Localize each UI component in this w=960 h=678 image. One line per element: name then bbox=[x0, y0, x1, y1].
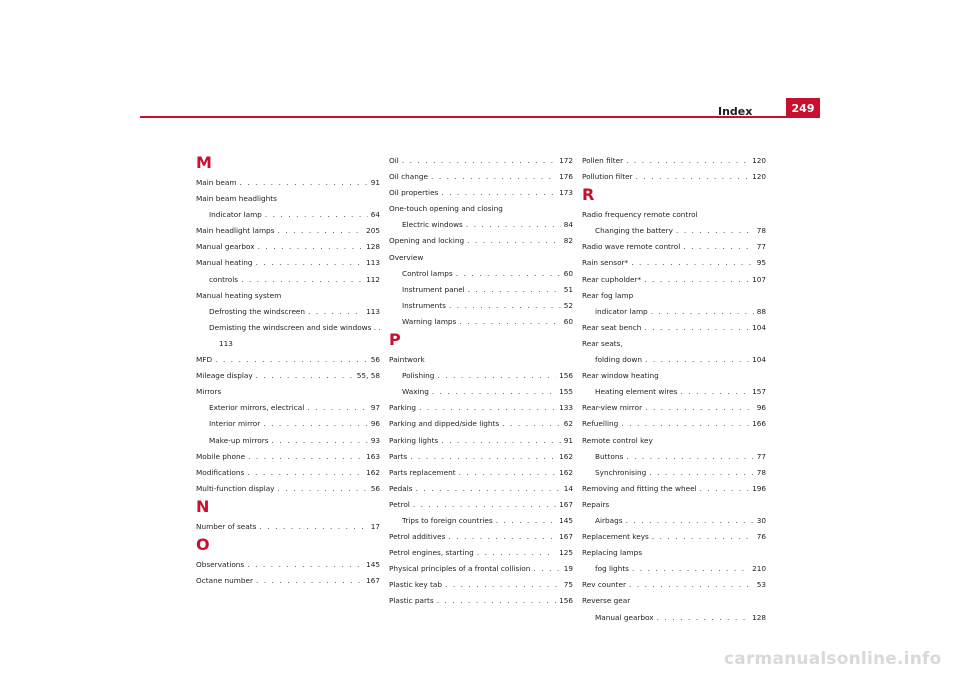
dot-leader bbox=[247, 465, 363, 481]
index-entry-text: Modifications bbox=[196, 467, 245, 477]
index-entry-text: Make-up mirrors bbox=[209, 435, 269, 445]
index-entry[interactable] bbox=[389, 400, 573, 416]
index-entry[interactable] bbox=[389, 153, 573, 169]
dot-leader bbox=[467, 233, 561, 249]
dot-leader bbox=[410, 449, 556, 465]
index-page-ref: 75 bbox=[563, 580, 573, 590]
index-entry-text: Airbags bbox=[595, 515, 623, 525]
index-letter-heading: O bbox=[196, 534, 210, 554]
index-entry-text: Radio wave remote control bbox=[582, 242, 681, 252]
index-subentry[interactable] bbox=[582, 304, 766, 320]
index-subentry[interactable] bbox=[582, 561, 766, 577]
index-subentry[interactable] bbox=[389, 298, 573, 314]
dot-leader bbox=[419, 400, 556, 416]
dot-leader bbox=[636, 169, 750, 185]
index-entry-text: Indicator lamp bbox=[209, 210, 262, 220]
index-subentry[interactable] bbox=[582, 223, 766, 239]
index-entry-text: Oil bbox=[389, 156, 399, 165]
dot-leader bbox=[441, 185, 556, 201]
index-page-ref: 78 bbox=[756, 226, 766, 236]
dot-leader bbox=[248, 449, 363, 465]
index-page-ref: 14 bbox=[563, 483, 573, 493]
index-entry[interactable] bbox=[582, 320, 766, 336]
index-entry-heading: Replacing lamps bbox=[582, 548, 643, 558]
dot-leader bbox=[239, 175, 367, 191]
index-subentry[interactable] bbox=[582, 449, 766, 465]
index-subentry[interactable] bbox=[582, 610, 766, 626]
dot-leader bbox=[644, 272, 749, 288]
index-entry-text: Pedals bbox=[389, 483, 413, 493]
index-entry-text: Instruments bbox=[402, 300, 446, 310]
index-page-ref: 176 bbox=[559, 172, 573, 182]
index-entry[interactable] bbox=[196, 255, 380, 271]
index-page-ref: 120 bbox=[752, 156, 766, 165]
index-subentry[interactable] bbox=[389, 282, 573, 298]
index-page-ref: 60 bbox=[563, 268, 573, 278]
index-entry[interactable] bbox=[389, 593, 573, 609]
index-page-ref: 60 bbox=[563, 316, 573, 326]
index-column-3 bbox=[582, 153, 766, 626]
index-letter-heading: P bbox=[389, 330, 401, 350]
index-page-ref: 128 bbox=[366, 242, 380, 252]
dot-leader bbox=[413, 497, 556, 513]
index-entry-heading: Repairs bbox=[582, 499, 610, 509]
index-entry-text: Rear-view mirror bbox=[582, 403, 643, 413]
dot-leader bbox=[258, 239, 363, 255]
index-subentry[interactable] bbox=[582, 384, 766, 400]
index-entry-text: Mileage display bbox=[196, 371, 253, 381]
index-page-ref: 96 bbox=[370, 419, 380, 429]
index-page-ref: 166 bbox=[752, 419, 766, 429]
index-entry-heading: Main beam headlights bbox=[196, 194, 277, 204]
dot-leader bbox=[441, 433, 560, 449]
index-column-1 bbox=[196, 153, 380, 589]
index-entry-text: Manual gearbox bbox=[595, 612, 654, 622]
index-entry-text: Warning lamps bbox=[402, 316, 457, 326]
index-entry-text: Petrol additives bbox=[389, 532, 446, 542]
index-entry-text: Exterior mirrors, electrical bbox=[209, 403, 305, 413]
index-subentry[interactable] bbox=[196, 320, 380, 352]
index-page-ref: 95 bbox=[756, 258, 766, 268]
dot-leader bbox=[437, 593, 556, 609]
index-entry-text: Synchronising bbox=[595, 467, 647, 477]
index-letter-heading: M bbox=[196, 153, 212, 172]
index-entry-text: Replacement keys bbox=[582, 532, 649, 542]
index-subentry[interactable] bbox=[196, 304, 380, 320]
index-page-ref: 112 bbox=[366, 274, 380, 284]
index-entry[interactable] bbox=[389, 449, 573, 465]
dot-leader bbox=[626, 153, 749, 169]
dot-leader bbox=[215, 352, 368, 368]
index-entry-text: Manual heating bbox=[196, 258, 253, 268]
index-page-ref: 113 bbox=[366, 258, 380, 268]
dot-leader bbox=[241, 272, 363, 288]
index-subentry[interactable] bbox=[582, 465, 766, 481]
index-entry-heading: Remote control key bbox=[582, 435, 653, 445]
dot-leader bbox=[449, 298, 561, 314]
dot-leader bbox=[626, 449, 753, 465]
index-subentry[interactable] bbox=[196, 272, 380, 288]
index-entry-text: Polishing bbox=[402, 371, 435, 381]
index-subentry[interactable] bbox=[389, 217, 573, 233]
dot-leader bbox=[278, 223, 364, 239]
index-subentry[interactable] bbox=[582, 352, 766, 368]
index-page-ref: 84 bbox=[563, 220, 573, 230]
index-entry-text: Number of seats bbox=[196, 521, 257, 531]
index-page-ref: 125 bbox=[559, 548, 573, 558]
index-entry-text: Pollution filter bbox=[582, 172, 633, 182]
index-entry-heading: Paintwork bbox=[389, 355, 425, 365]
index-entry[interactable] bbox=[196, 368, 380, 384]
index-entry[interactable] bbox=[389, 481, 573, 497]
index-page-ref: 133 bbox=[559, 403, 573, 413]
index-subentry[interactable] bbox=[196, 433, 380, 449]
index-entry-text: Parking bbox=[389, 403, 417, 413]
index-page-ref: 77 bbox=[756, 242, 766, 252]
index-letter-heading: N bbox=[196, 496, 210, 516]
dot-leader bbox=[644, 320, 749, 336]
dot-leader bbox=[256, 255, 363, 271]
index-entry-text: Plastic key tab bbox=[389, 580, 442, 590]
index-entry-text: Refuelling bbox=[582, 419, 619, 429]
index-entry-text: Petrol engines, starting bbox=[389, 548, 474, 558]
dot-leader bbox=[533, 561, 560, 577]
index-page-ref: 156 bbox=[559, 371, 573, 381]
index-entry[interactable] bbox=[582, 255, 766, 271]
index-entry[interactable] bbox=[389, 577, 573, 593]
index-page-ref: 53 bbox=[756, 580, 766, 590]
index-entry[interactable] bbox=[389, 561, 573, 577]
dot-leader bbox=[621, 416, 749, 432]
index-entry-heading: Overview bbox=[389, 252, 424, 262]
index-page-ref: 113 bbox=[219, 338, 233, 348]
index-entry-heading: One-touch opening and closing bbox=[389, 204, 503, 214]
index-page-ref: 167 bbox=[559, 532, 573, 542]
dot-leader bbox=[459, 465, 556, 481]
index-entry-text: Removing and fitting the wheel bbox=[582, 483, 697, 493]
dot-leader bbox=[502, 416, 561, 432]
index-page-ref: 162 bbox=[559, 467, 573, 477]
index-entry-text: Rain sensor* bbox=[582, 258, 629, 268]
index-entry-text: Waxing bbox=[402, 387, 429, 397]
index-entry-heading: Mirrors bbox=[196, 387, 222, 397]
index-entry[interactable] bbox=[196, 465, 380, 481]
index-subentry[interactable] bbox=[582, 513, 766, 529]
index-subentry[interactable] bbox=[196, 416, 380, 432]
index-subentry[interactable] bbox=[389, 513, 573, 529]
index-entry[interactable] bbox=[196, 239, 380, 255]
index-entry-text: Parts bbox=[389, 451, 408, 461]
index-entry[interactable] bbox=[389, 169, 573, 185]
index-entry[interactable] bbox=[196, 573, 380, 589]
index-entry-text: indicator lamp bbox=[595, 306, 648, 316]
index-entry-text: Main beam bbox=[196, 178, 237, 187]
index-entry[interactable] bbox=[196, 175, 380, 191]
index-entry[interactable] bbox=[582, 169, 766, 185]
index-entry[interactable] bbox=[196, 481, 380, 497]
index-page-ref: 64 bbox=[370, 210, 380, 220]
index-page-ref: 62 bbox=[563, 419, 573, 429]
index-entry-text: folding down bbox=[595, 355, 642, 365]
index-page-ref: 156 bbox=[559, 596, 573, 606]
page-number-badge: 249 bbox=[786, 98, 820, 118]
index-entry-text: fog lights bbox=[595, 564, 629, 574]
index-page-ref: 157 bbox=[752, 387, 766, 397]
index-entry-text: Trips to foreign countries bbox=[402, 515, 493, 525]
dot-leader bbox=[416, 481, 561, 497]
dot-leader bbox=[680, 384, 749, 400]
dot-leader bbox=[263, 416, 367, 432]
index-page-ref: 128 bbox=[752, 612, 766, 622]
index-entry-heading: Rear fog lamp bbox=[582, 290, 634, 300]
index-entry-text: Parking lights bbox=[389, 435, 439, 445]
watermark: carmanualsonline.info bbox=[724, 649, 942, 669]
dot-leader bbox=[448, 529, 556, 545]
index-page-ref: 173 bbox=[559, 188, 573, 198]
index-entry-text: Observations bbox=[196, 559, 245, 569]
dot-leader bbox=[256, 573, 363, 589]
index-page-ref: 113 bbox=[366, 306, 380, 316]
index-entry[interactable] bbox=[582, 481, 766, 497]
index-entry-text: Electric windows bbox=[402, 220, 463, 230]
dot-leader bbox=[632, 561, 749, 577]
index-entry-heading: Manual heating system bbox=[196, 290, 282, 300]
index-entry-heading: Rear window heating bbox=[582, 371, 659, 381]
index-entry[interactable] bbox=[389, 185, 573, 201]
index-entry-text: Parts replacement bbox=[389, 467, 456, 477]
index-subentry[interactable] bbox=[389, 314, 573, 330]
dot-leader bbox=[645, 400, 754, 416]
index-entry-text: Pollen filter bbox=[582, 156, 624, 165]
index-page-ref: 167 bbox=[366, 576, 380, 586]
index-page-ref: 196 bbox=[752, 483, 766, 493]
index-entry-text: Rear cupholder* bbox=[582, 274, 642, 284]
index-entry-text: MFD bbox=[196, 355, 213, 365]
index-entry[interactable] bbox=[196, 352, 380, 368]
index-entry-text: Demisting the windscreen and side windows . . bbox=[209, 322, 381, 332]
dot-leader bbox=[272, 433, 368, 449]
index-entry-text: Mobile phone bbox=[196, 451, 246, 461]
index-entry-text: Manual gearbox bbox=[196, 242, 255, 252]
index-page-ref: 55, 58 bbox=[356, 371, 380, 381]
dot-leader bbox=[308, 304, 363, 320]
dot-leader bbox=[402, 153, 556, 169]
index-entry-text: Petrol bbox=[389, 499, 410, 509]
index-entry[interactable] bbox=[582, 272, 766, 288]
index-page-ref: 52 bbox=[563, 300, 573, 310]
dot-leader bbox=[468, 282, 561, 298]
index-entry[interactable] bbox=[389, 465, 573, 481]
index-page-ref: 104 bbox=[752, 322, 766, 332]
dot-leader bbox=[307, 400, 367, 416]
index-entry-text: Rear seat bench bbox=[582, 322, 642, 332]
index-subentry[interactable] bbox=[389, 368, 573, 384]
dot-leader bbox=[652, 529, 754, 545]
index-page-ref: 51 bbox=[563, 284, 573, 294]
index-entry-text: Defrosting the windscreen bbox=[209, 306, 306, 316]
dot-leader bbox=[259, 519, 367, 535]
dot-leader bbox=[631, 255, 754, 271]
index-page-ref: 104 bbox=[752, 355, 766, 365]
index-entry-text: Main headlight lamps bbox=[196, 226, 275, 236]
index-page-ref: 145 bbox=[559, 515, 573, 525]
dot-leader bbox=[437, 368, 556, 384]
index-entry[interactable] bbox=[389, 529, 573, 545]
index-page-ref: 145 bbox=[366, 559, 380, 569]
index-entry[interactable] bbox=[389, 416, 573, 432]
index-entry-text: Rev counter bbox=[582, 580, 626, 590]
index-entry-text: Changing the battery bbox=[595, 226, 673, 236]
index-entry-text: Opening and locking bbox=[389, 236, 465, 246]
dot-leader bbox=[700, 481, 749, 497]
index-entry-heading: Reverse gear bbox=[582, 596, 631, 606]
index-page-ref: 210 bbox=[752, 564, 766, 574]
index-entry-text: Instrument panel bbox=[402, 284, 465, 294]
index-page-ref: 77 bbox=[756, 451, 766, 461]
index-page-ref: 163 bbox=[366, 451, 380, 461]
index-page-ref: 19 bbox=[563, 564, 573, 574]
index-page-ref: 17 bbox=[370, 521, 380, 531]
index-page-ref: 162 bbox=[559, 451, 573, 461]
index-entry-text: Control lamps bbox=[402, 268, 453, 278]
index-page-ref: 97 bbox=[370, 403, 380, 413]
index-entry-heading: Radio frequency remote control bbox=[582, 210, 698, 220]
dot-leader bbox=[431, 169, 556, 185]
index-page-ref: 76 bbox=[756, 532, 766, 542]
index-entry[interactable] bbox=[196, 519, 380, 535]
index-subentry[interactable] bbox=[389, 384, 573, 400]
index-entry-text: Buttons bbox=[595, 451, 624, 461]
index-entry[interactable] bbox=[582, 400, 766, 416]
index-page-ref: 78 bbox=[756, 467, 766, 477]
dot-leader bbox=[683, 239, 753, 255]
index-entry-text: controls bbox=[209, 274, 239, 284]
index-entry-text: Physical principles of a frontal collision bbox=[389, 564, 531, 574]
dot-leader bbox=[247, 557, 363, 573]
dot-leader bbox=[657, 610, 749, 626]
index-entry[interactable] bbox=[196, 557, 380, 573]
index-subentry[interactable] bbox=[196, 400, 380, 416]
dot-leader bbox=[445, 577, 561, 593]
index-subentry[interactable] bbox=[196, 207, 380, 223]
index-page-ref: 56 bbox=[370, 483, 380, 493]
dot-leader bbox=[651, 304, 754, 320]
index-entry[interactable] bbox=[582, 577, 766, 593]
index-page-ref: 107 bbox=[752, 274, 766, 284]
index-page-ref: 82 bbox=[563, 236, 573, 246]
dot-leader bbox=[459, 314, 560, 330]
index-entry[interactable] bbox=[389, 545, 573, 561]
index-entry-text: Octane number bbox=[196, 576, 253, 586]
index-page-ref: 93 bbox=[370, 435, 380, 445]
index-entry-text: Oil change bbox=[389, 172, 428, 182]
index-entry[interactable] bbox=[389, 433, 573, 449]
dot-leader bbox=[676, 223, 754, 239]
index-page-ref: 91 bbox=[370, 178, 380, 187]
dot-leader bbox=[278, 481, 368, 497]
index-entry-text: Heating element wires bbox=[595, 387, 678, 397]
page-title: Index bbox=[718, 105, 753, 118]
index-entry[interactable] bbox=[582, 416, 766, 432]
index-page-ref: 205 bbox=[366, 226, 380, 236]
index-entry-text: Interior mirror bbox=[209, 419, 261, 429]
index-letter-heading: R bbox=[582, 185, 595, 205]
index-page-ref: 88 bbox=[756, 306, 766, 316]
dot-leader bbox=[256, 368, 354, 384]
index-entry[interactable] bbox=[196, 449, 380, 465]
index-entry-heading: Rear seats, bbox=[582, 338, 623, 348]
index-entry[interactable] bbox=[582, 239, 766, 255]
index-page-ref: 30 bbox=[756, 515, 766, 525]
dot-leader bbox=[629, 577, 754, 593]
index-entry[interactable] bbox=[582, 153, 766, 169]
dot-leader bbox=[626, 513, 754, 529]
index-page-ref: 167 bbox=[559, 499, 573, 509]
dot-leader bbox=[645, 352, 749, 368]
dot-leader bbox=[456, 266, 561, 282]
index-page-ref: 56 bbox=[370, 355, 380, 365]
dot-leader bbox=[466, 217, 561, 233]
index-entry-text: Plastic parts bbox=[389, 596, 434, 606]
index-entry[interactable] bbox=[389, 497, 573, 513]
index-page-ref: 91 bbox=[563, 435, 573, 445]
index-entry[interactable] bbox=[196, 223, 380, 239]
dot-leader bbox=[432, 384, 556, 400]
index-page-ref: 172 bbox=[559, 156, 573, 165]
index-entry-text: Oil properties bbox=[389, 188, 439, 198]
index-entry-text: Parking and dipped/side lights bbox=[389, 419, 500, 429]
dot-leader bbox=[265, 207, 368, 223]
index-page-ref: 162 bbox=[366, 467, 380, 477]
dot-leader bbox=[649, 465, 753, 481]
index-page-ref: 155 bbox=[559, 387, 573, 397]
dot-leader bbox=[477, 545, 556, 561]
index-entry-text: Multi-function display bbox=[196, 483, 275, 493]
index-subentry[interactable] bbox=[389, 266, 573, 282]
dot-leader bbox=[496, 513, 556, 529]
index-entry[interactable] bbox=[389, 233, 573, 249]
index-column-2 bbox=[389, 153, 573, 610]
index-page-ref: 120 bbox=[752, 172, 766, 182]
index-page-ref: 96 bbox=[756, 403, 766, 413]
index-entry[interactable] bbox=[582, 529, 766, 545]
